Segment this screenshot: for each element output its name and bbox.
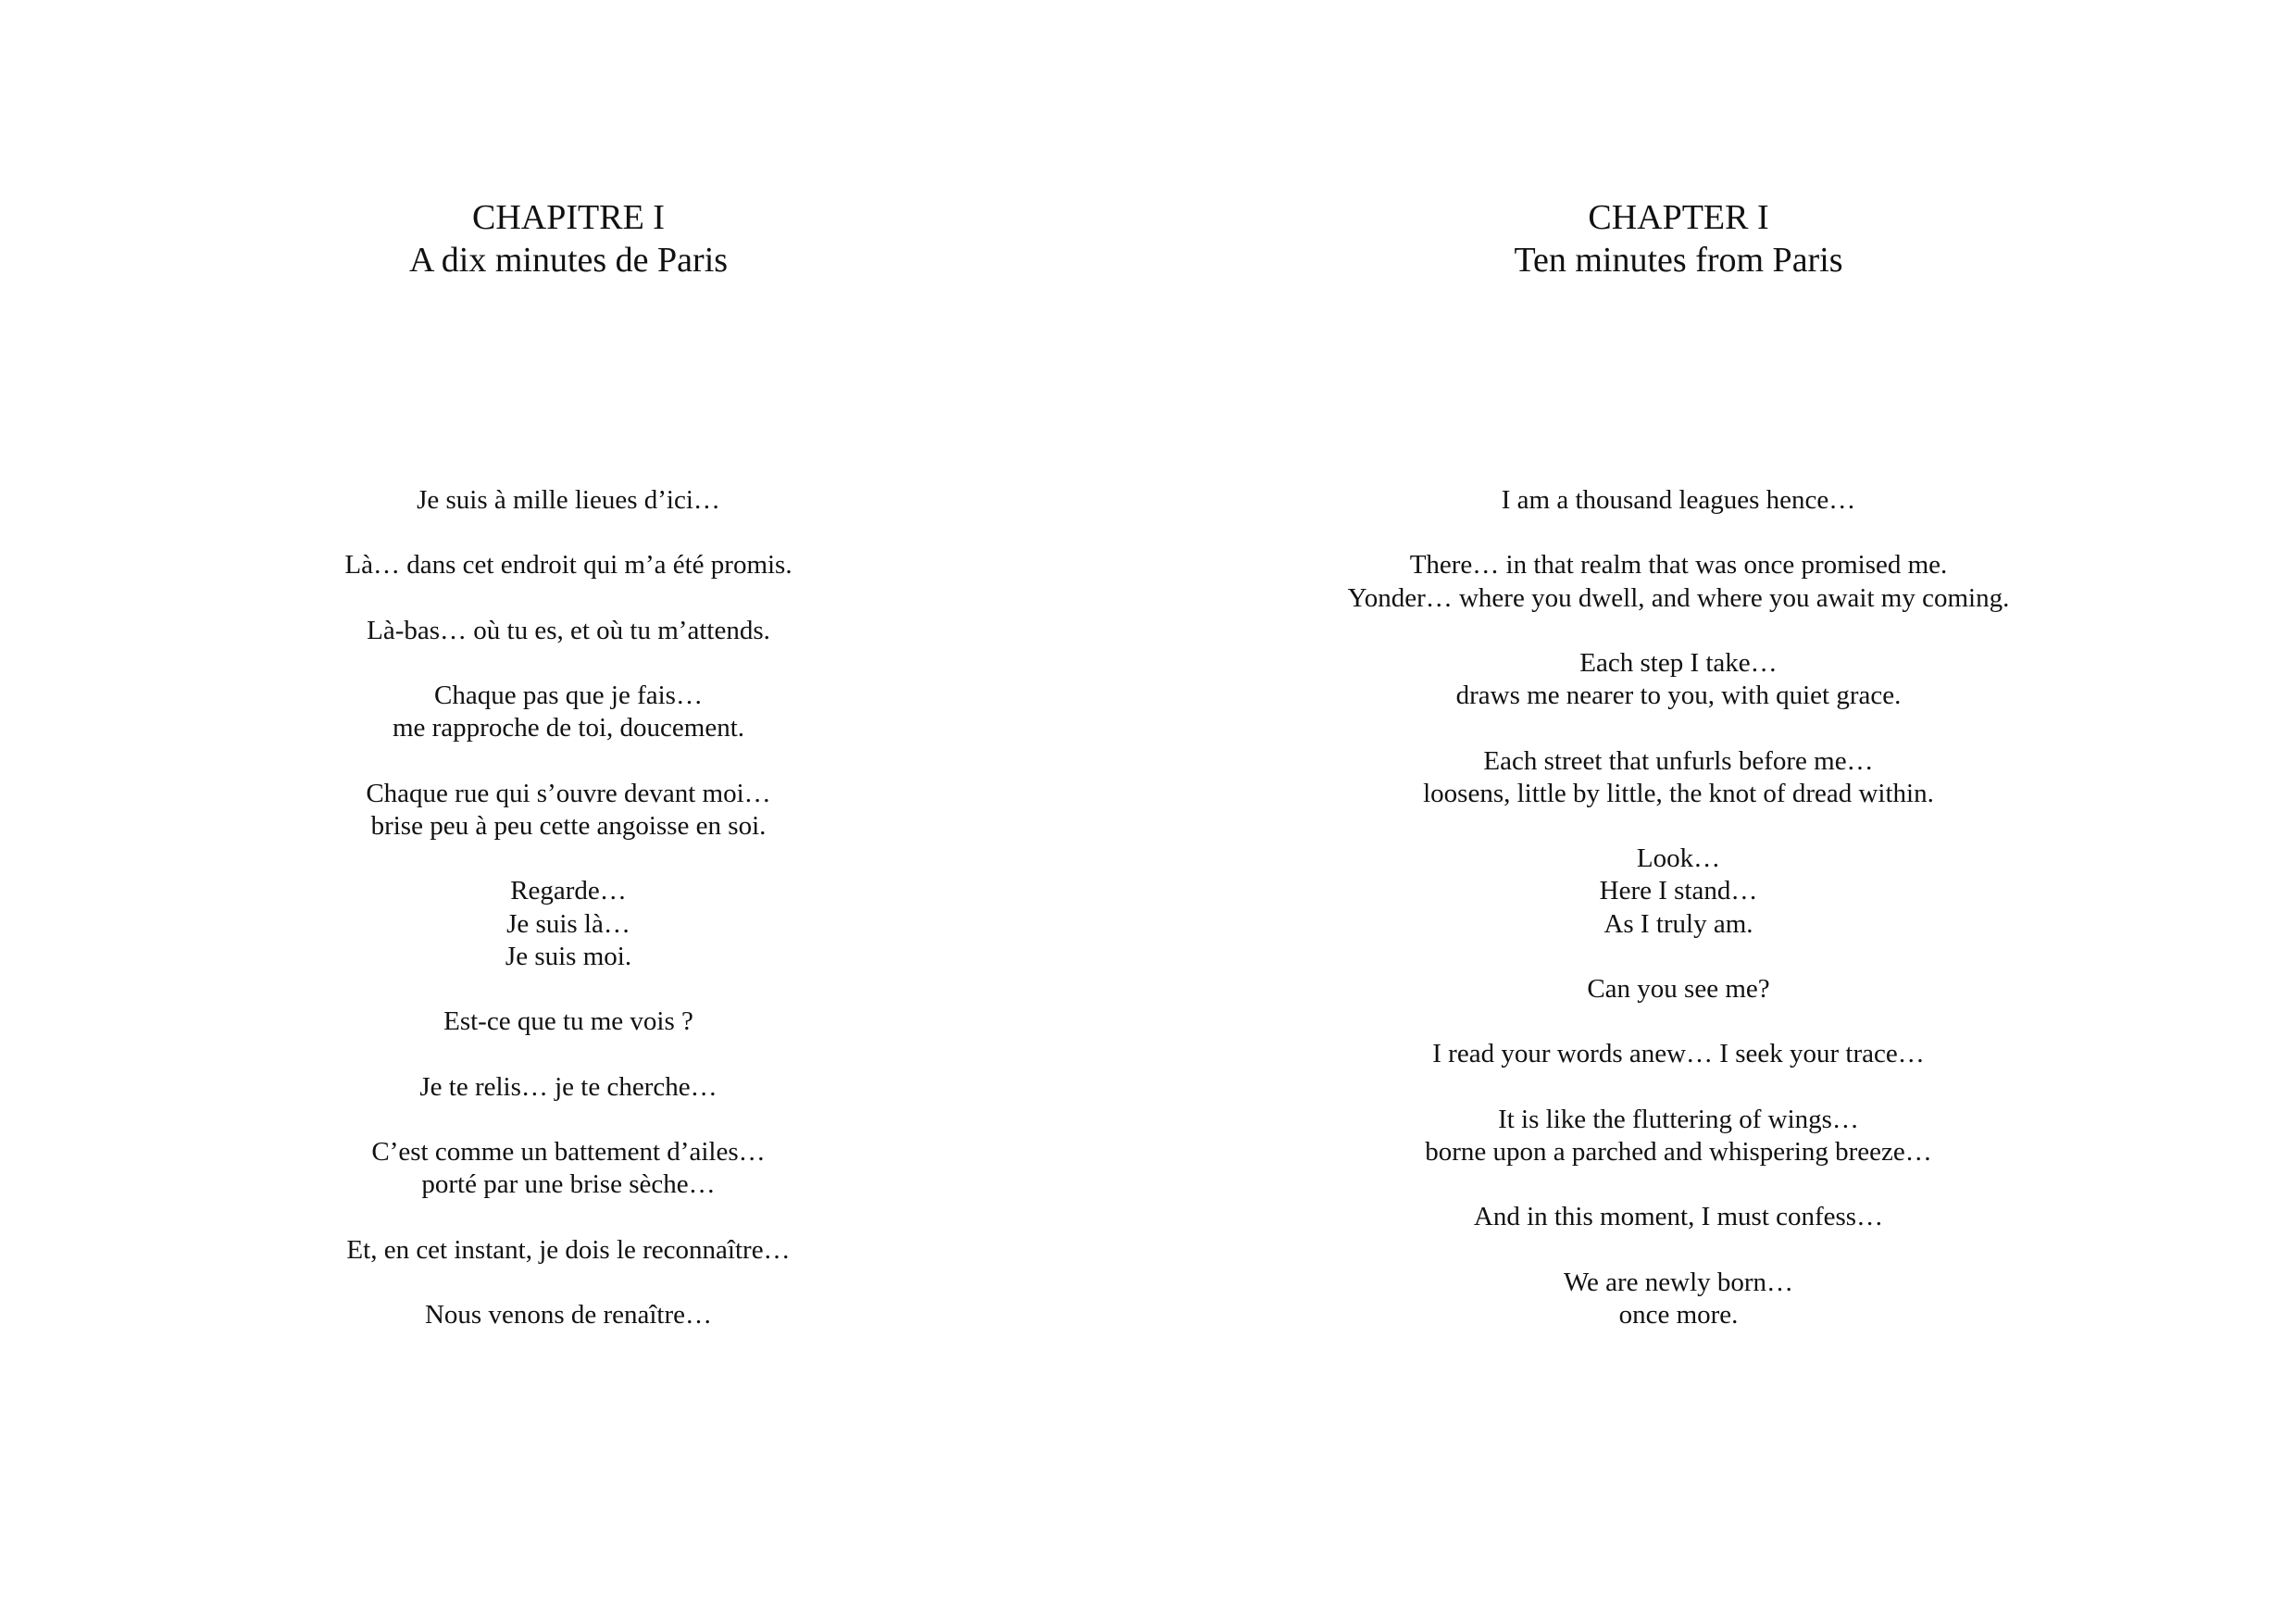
chapter-number: CHAPITRE I — [472, 198, 665, 237]
stanza — [1104, 1267, 2252, 1331]
verse-line: We are newly born… — [1563, 1267, 1794, 1297]
verse-line: borne upon a parched and whispering breeze… — [1425, 1136, 1932, 1167]
verse-line: Et, en cet instant, je dois le reconnaître… — [346, 1234, 791, 1265]
stanza — [1104, 1201, 2252, 1233]
verse-line: Yonder… where you dwell, and where you await my coming. — [1347, 582, 2010, 613]
verse-line: me rapproche de toi, doucement. — [392, 713, 745, 743]
chapter-title: Ten minutes from Paris — [1514, 241, 1843, 280]
verse-line: Je te relis… je te cherche… — [419, 1071, 718, 1102]
verse-line: Can you see me? — [1587, 973, 1770, 1004]
stanza — [1104, 1104, 2252, 1168]
verse-line: Chaque pas que je fais… — [434, 681, 703, 711]
verse-line: I am a thousand leagues hence… — [1501, 485, 1856, 515]
poem-english — [1104, 484, 2252, 1364]
stanza — [0, 1071, 1142, 1104]
stanza — [0, 778, 1142, 843]
verse-line: Je suis à mille lieues d’ici… — [417, 485, 720, 515]
verse-line: Je suis moi. — [505, 941, 632, 971]
verse-line: Je suis là… — [506, 908, 630, 939]
verse-line: I read your words anew… I seek your trace… — [1432, 1039, 1925, 1069]
verse-line: C’est comme un battement d’ailes… — [371, 1136, 766, 1167]
verse-line: brise peu à peu cette angoisse en soi. — [370, 810, 767, 841]
verse-line: Here I stand… — [1599, 876, 1758, 906]
stanza — [1104, 843, 2252, 941]
verse-line: Chaque rue qui s’ouvre devant moi… — [366, 778, 771, 808]
verse-line: loosens, little by little, the knot of dread within. — [1423, 778, 1934, 808]
verse-line: Look… — [1636, 843, 1721, 874]
stanza — [1104, 1038, 2252, 1070]
verse-line: Each street that unfurls before me… — [1483, 745, 1874, 776]
verse-line: Là-bas… où tu es, et où tu m’attends. — [367, 615, 770, 645]
verse-line: Nous venons de renaître… — [424, 1299, 713, 1330]
stanza — [0, 1299, 1142, 1331]
verse-line: porté par une brise sèche… — [421, 1169, 716, 1200]
stanza — [1104, 549, 2252, 614]
stanza — [0, 875, 1142, 973]
chapter-title: A dix minutes de Paris — [408, 241, 729, 280]
verse-line: It is like the fluttering of wings… — [1498, 1104, 1859, 1134]
stanza — [1104, 647, 2252, 712]
stanza — [0, 549, 1142, 581]
chapter-number: CHAPTER I — [1588, 198, 1769, 237]
stanza — [0, 1234, 1142, 1267]
chapter-heading — [1104, 196, 2252, 281]
chapter-heading — [0, 196, 1142, 281]
verse-line: Est-ce que tu me vois ? — [443, 1006, 693, 1037]
stanza — [1104, 484, 2252, 517]
verse-line: draws me nearer to you, with quiet grace. — [1455, 681, 1902, 711]
stanza — [1104, 745, 2252, 810]
stanza — [1104, 973, 2252, 1006]
stanza — [0, 615, 1142, 647]
stanza — [0, 484, 1142, 517]
verse-line: As I truly am. — [1603, 908, 1753, 939]
verse-line: And in this moment, I must confess… — [1473, 1202, 1884, 1232]
verse-line: once more. — [1618, 1299, 1739, 1330]
stanza — [0, 1136, 1142, 1201]
right-page — [1148, 0, 2296, 1624]
verse-line: Each step I take… — [1579, 647, 1778, 678]
verse-line: There… in that realm that was once promised me. — [1409, 550, 1948, 581]
verse-line: Regarde… — [510, 876, 627, 906]
verse-line: Là… dans cet endroit qui m’a été promis. — [344, 550, 792, 581]
stanza — [0, 680, 1142, 744]
poem-french — [0, 484, 1142, 1364]
stanza — [0, 1006, 1142, 1038]
